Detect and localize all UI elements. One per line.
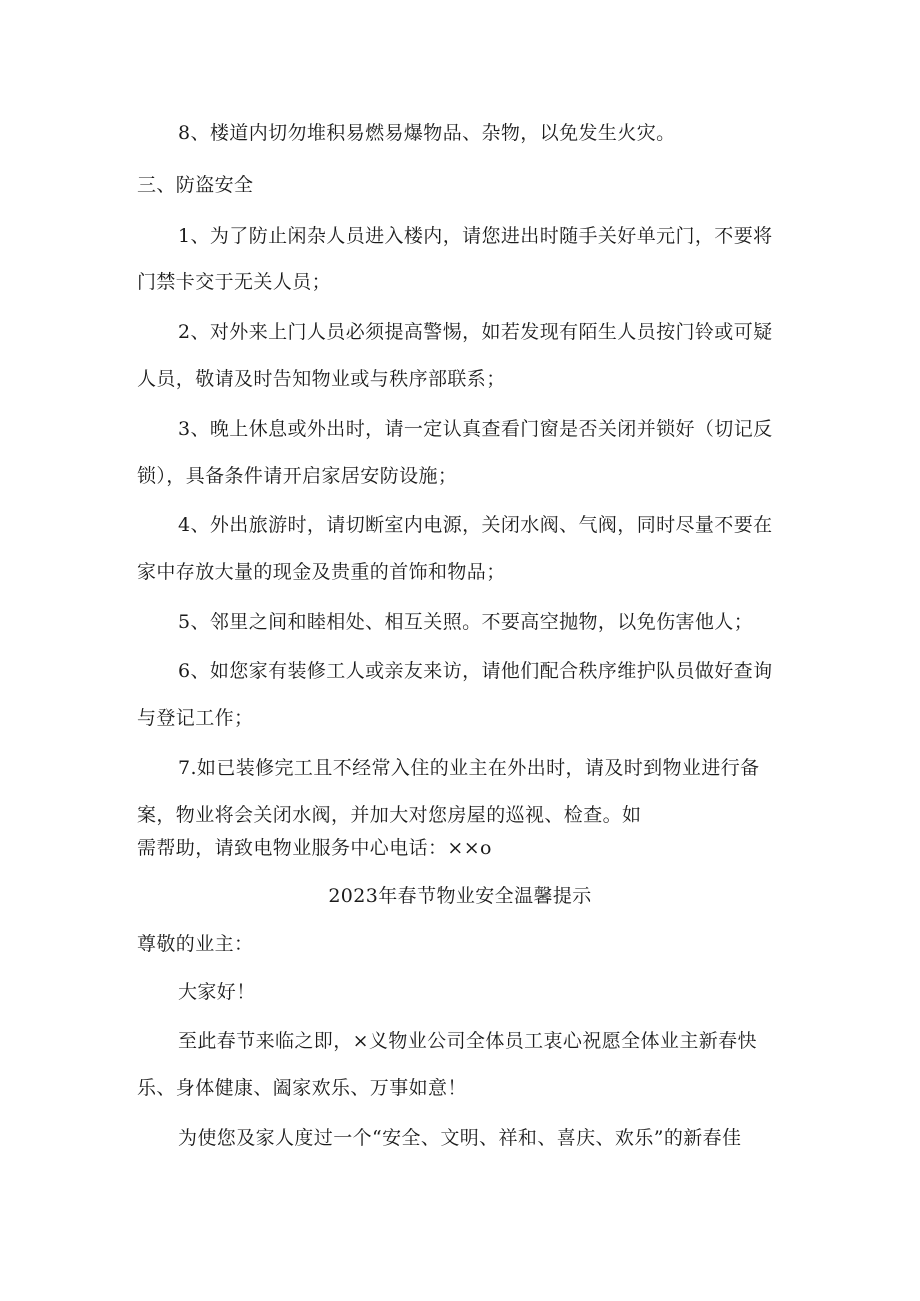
section-heading-theft-safety: 三、防盗安全 — [137, 174, 254, 196]
paragraph-theft-item-4-cont: 家中存放大量的现金及贵重的首饰和物品； — [137, 561, 506, 583]
paragraph-theft-item-7: 7.如已装修完工且不经常入住的业主在外出时，请及时到物业进行备 — [178, 757, 760, 779]
paragraph-intro: 为使您及家人度过一个“安全、文明、祥和、喜庆、欢乐”的新春佳 — [178, 1127, 742, 1149]
paragraph-theft-item-4: 4、外出旅游时，请切断室内电源，关闭水阀、气阀，同时尽量不要在 — [178, 514, 773, 536]
paragraph-theft-item-1-cont: 门禁卡交于无关人员； — [137, 271, 332, 293]
paragraph-theft-item-3-cont: 锁），具备条件请开启家居安防设施； — [137, 465, 458, 487]
paragraph-theft-item-2: 2、对外来上门人员必须提高警惕，如若发现有陌生人员按门铃或可疑 — [178, 321, 773, 343]
paragraph-theft-item-6: 6、如您家有装修工人或亲友来访，请他们配合秩序维护队员做好查询 — [178, 660, 773, 682]
paragraph-theft-item-5: 5、邻里之间和睦相处、相互关照。不要高空抛物，以免伤害他人； — [178, 611, 754, 633]
paragraph-fire-item-8: 8、楼道内切勿堆积易燃易爆物品、杂物，以免发生火灾。 — [178, 122, 676, 144]
paragraph-theft-item-1: 1、为了防止闲杂人员进入楼内，请您进出时随手关好单元门，不要将 — [178, 225, 773, 247]
paragraph-service-phone: 需帮助，请致电物业服务中心电话：××o — [137, 837, 492, 859]
paragraph-theft-item-7-cont: 案，物业将会关闭水阀，并加大对您房屋的巡视、检查。如 — [137, 804, 642, 826]
salutation: 尊敬的业主： — [137, 933, 254, 955]
paragraph-theft-item-3: 3、晚上休息或外出时，请一定认真查看门窗是否关闭并锁好（切记反 — [178, 418, 773, 440]
paragraph-theft-item-2-cont: 人员，敬请及时告知物业或与秩序部联系； — [137, 368, 506, 390]
paragraph-theft-item-6-cont: 与登记工作； — [137, 707, 254, 729]
paragraph-wishes-cont: 乐、身体健康、阖家欢乐、万事如意！ — [137, 1077, 467, 1099]
greeting: 大家好！ — [178, 981, 256, 1003]
paragraph-wishes: 至此春节来临之即，×义物业公司全体员工衷心祝愿全体业主新春快 — [178, 1030, 757, 1052]
notice-title: 2023年春节物业安全温馨提示 — [328, 885, 592, 907]
